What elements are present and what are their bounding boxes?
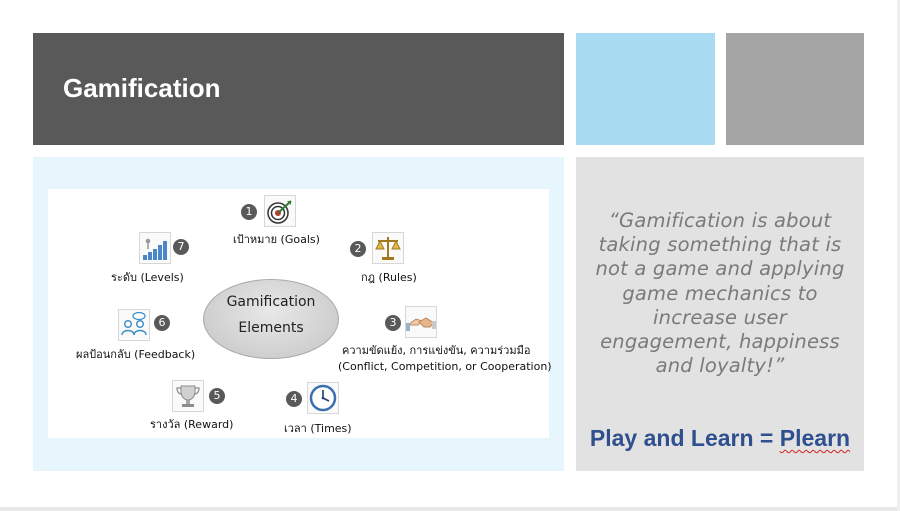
element-7-label: ระดับ (Levels) [111, 271, 184, 284]
scales-icon [372, 232, 404, 264]
bottom-frame-line [0, 507, 900, 511]
element-5-number: 5 [209, 388, 225, 404]
slide-title: Gamification [63, 73, 221, 103]
quote-panel [576, 157, 864, 471]
center-label-line2: Elements [238, 320, 304, 336]
element-3-label-thai: ความขัดแย้ง, การแข่งขัน, ความร่วมมือ [342, 344, 531, 357]
target-dart-icon [264, 195, 296, 227]
trophy-icon [172, 380, 204, 412]
tagline-word: Plearn [779, 425, 851, 451]
plearn-tagline [576, 425, 864, 452]
diagram-panel [33, 157, 564, 471]
element-4-number: 4 [286, 391, 302, 407]
element-1-label: เป้าหมาย (Goals) [233, 233, 320, 246]
element-6-label: ผลป้อนกลับ (Feedback) [76, 348, 196, 361]
element-1-number: 1 [241, 204, 257, 220]
feedback-people-icon [118, 309, 150, 341]
element-2-number: 2 [350, 241, 366, 257]
element-5-label: รางวัล (Reward) [150, 418, 234, 431]
title-bar [33, 33, 564, 145]
tagline-prefix: Play and Learn = [589, 425, 780, 451]
element-7-number: 7 [173, 239, 189, 255]
element-2-label: กฎ (Rules) [361, 271, 417, 284]
handshake-icon [405, 306, 437, 338]
element-4-label: เวลา (Times) [284, 422, 352, 435]
level-stairs-icon [139, 232, 171, 264]
accent-gray-block [726, 33, 864, 145]
clock-icon [307, 382, 339, 414]
element-3-number: 3 [385, 315, 401, 331]
center-ellipse [203, 279, 339, 359]
accent-blue-block [576, 33, 715, 145]
element-6-number: 6 [154, 315, 170, 331]
diagram-card [48, 189, 552, 438]
center-label-line1: Gamification [226, 294, 316, 310]
element-3-label-english: (Conflict, Competition, or Cooperation) [338, 360, 552, 373]
gamification-quote: “Gamification is about taking something that is not a game and applying game mechanics to increase user engagement, happiness and loyalty!” [595, 209, 845, 378]
